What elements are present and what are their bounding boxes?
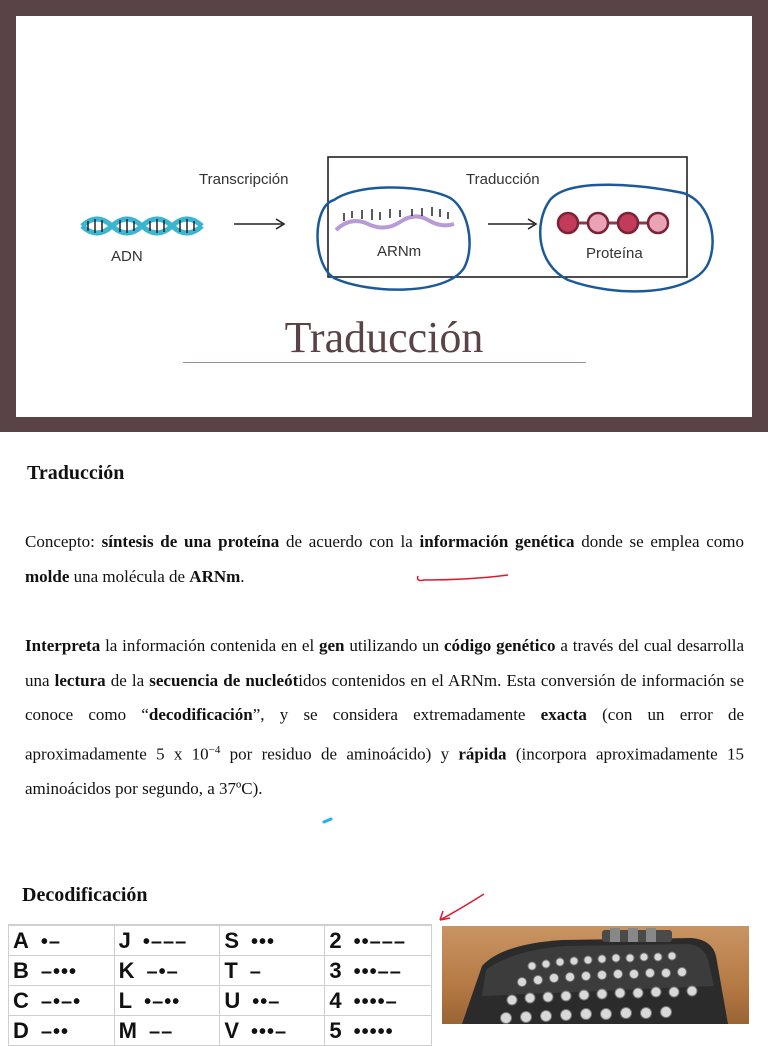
morse-letter: L	[118, 987, 133, 1013]
morse-cell	[220, 926, 325, 956]
morse-letter: A	[13, 927, 29, 953]
morse-cell	[220, 1016, 325, 1046]
morse-code: –••	[40, 1020, 70, 1043]
morse-cell	[325, 956, 432, 986]
morse-cell	[220, 986, 325, 1016]
morse-code: •••	[251, 930, 276, 953]
protein-chain-icon	[558, 213, 668, 233]
morse-code: •–––	[142, 930, 188, 953]
morse-letter: M	[118, 1017, 137, 1043]
morse-cell	[325, 926, 432, 956]
section-heading-traduccion: Traducción	[27, 462, 125, 484]
morse-code: ––	[148, 1020, 174, 1043]
protein-label: Proteína	[586, 245, 643, 262]
transcription-label: Transcripción	[199, 171, 289, 188]
enigma-machine-photo	[442, 926, 749, 1024]
morse-letter: D	[13, 1017, 29, 1043]
morse-letter: V	[224, 1017, 240, 1043]
morse-code: –•••	[40, 960, 78, 983]
morse-code: •••––	[353, 960, 402, 983]
mrna-strand-icon	[336, 207, 454, 230]
morse-code: •–	[40, 930, 62, 953]
morse-cell	[220, 956, 325, 986]
title-underline	[183, 362, 586, 363]
morse-letter: 5	[329, 1017, 342, 1043]
interpretation-paragraph: Interpreta la información contenida en el gen utilizando un código genético a través del cual desarrolla una lectura de la secuencia de nucleótidos contenidos en el ARNm. Esta conversión de información se conoce como “decodificación”, y se considera extremadamente exacta (con un error de aproximadamente 5 x $10^{-4}$ por residuo de aminoácido) y rápida (incorpora aproximadamente 15 aminoácidos por segundo, a 37ºC).	[25, 636, 745, 798]
morse-letter: C	[13, 987, 29, 1013]
morse-cell	[114, 986, 220, 1016]
morse-cell	[9, 926, 115, 956]
translation-label: Traducción	[466, 171, 540, 188]
morse-code: –•–	[146, 960, 179, 983]
morse-letter: S	[224, 927, 240, 953]
morse-row	[9, 1016, 432, 1046]
morse-cell	[325, 986, 432, 1016]
morse-letter: K	[118, 957, 135, 983]
mrna-label: ARNm	[377, 243, 422, 260]
slide-title: Traducción	[284, 313, 484, 362]
arrow-right-icon	[234, 219, 284, 229]
pen-circle-annotation	[318, 187, 470, 289]
morse-code: ••–	[252, 990, 281, 1013]
morse-letter: U	[224, 987, 241, 1013]
morse-code: •••••	[353, 1020, 394, 1043]
arrow-right-icon	[488, 219, 536, 229]
morse-cell	[9, 956, 115, 986]
morse-cell	[114, 926, 220, 956]
slide	[16, 16, 752, 417]
morse-cell	[325, 1016, 432, 1046]
morse-code: ••••–	[353, 990, 398, 1013]
morse-code: –•–•	[40, 990, 82, 1013]
morse-letter: B	[13, 957, 29, 983]
morse-letter: 4	[329, 987, 342, 1013]
morse-code: •••–	[251, 1020, 288, 1043]
morse-code-table	[8, 924, 432, 1043]
slide-frame	[0, 0, 768, 432]
morse-code: –	[249, 960, 262, 983]
morse-letter: J	[118, 927, 131, 953]
concept-paragraph: Concepto: síntesis de una proteína de acuerdo con la información genética donde se emplea como molde una molécula de ARNm.	[25, 532, 744, 586]
morse-letter: 3	[329, 957, 342, 983]
section-heading-decodificacion: Decodificación	[22, 884, 148, 906]
morse-code: ••–––	[353, 930, 406, 953]
dna-helix-icon	[82, 219, 202, 233]
morse-cell	[9, 1016, 115, 1046]
blue-pen-dot	[324, 819, 331, 822]
morse-cell	[114, 956, 220, 986]
dna-label: ADN	[111, 248, 143, 265]
morse-cell	[114, 1016, 220, 1046]
red-arrow-icon	[440, 894, 484, 920]
morse-row	[9, 956, 432, 986]
morse-cell	[9, 986, 115, 1016]
morse-letter: T	[224, 957, 238, 983]
morse-row	[9, 926, 432, 956]
morse-row	[9, 986, 432, 1016]
morse-code: •–••	[144, 990, 181, 1013]
morse-letter: 2	[329, 927, 342, 953]
